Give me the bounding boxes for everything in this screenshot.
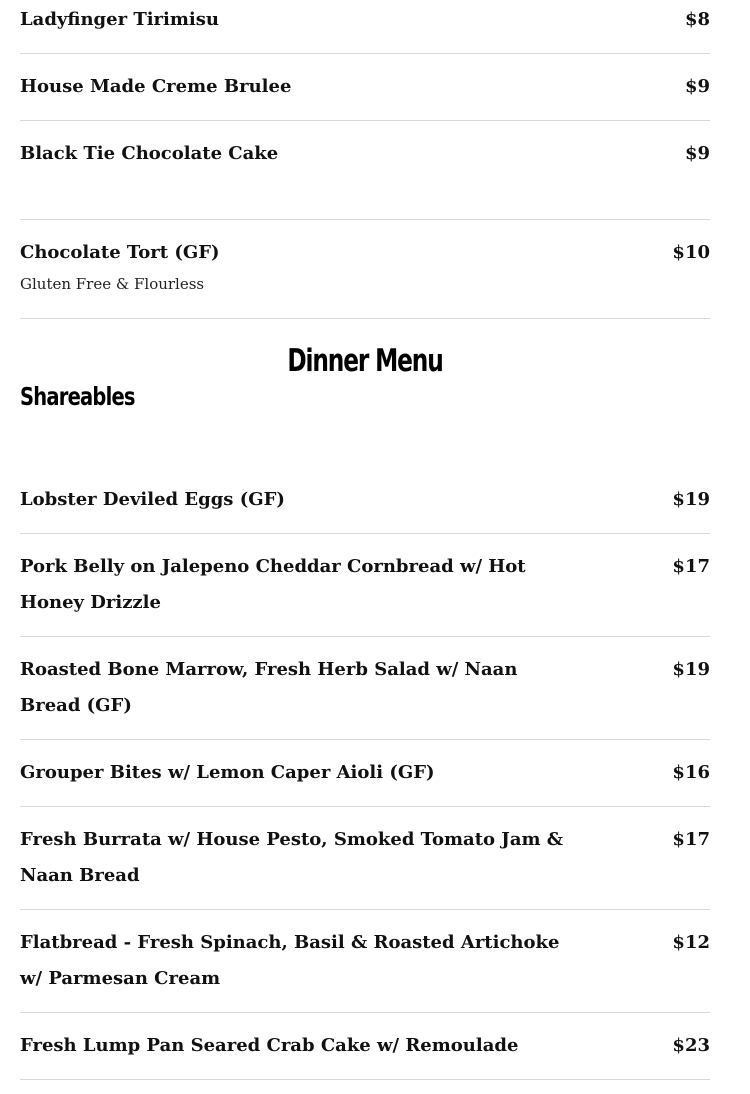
item-name: Flatbread - Fresh Spinach, Basil & Roasted Artichoke w/ Parmesan Cream	[20, 932, 560, 989]
item-price: $19	[672, 489, 710, 510]
section-heading: Shareables	[20, 382, 135, 411]
item-name: Grouper Bites w/ Lemon Caper Aioli (GF)	[20, 762, 435, 783]
item-price: $9	[684, 143, 710, 164]
item-price: $9	[684, 76, 710, 97]
menu-item	[20, 652, 710, 740]
item-name: Lobster Deviled Eggs (GF)	[20, 489, 285, 510]
item-price: $17	[672, 556, 710, 577]
menu-item	[20, 235, 710, 319]
item-price: $17	[672, 829, 710, 850]
item-price: $12	[672, 932, 710, 953]
menu-item	[20, 925, 710, 1013]
item-name: House Made Creme Brulee	[20, 76, 292, 97]
item-price: $23	[672, 1035, 710, 1056]
menu-item	[20, 549, 710, 637]
item-price: $10	[672, 242, 710, 263]
menu-item	[20, 69, 710, 121]
item-name: Fresh Burrata w/ House Pesto, Smoked Tomato Jam & Naan Bread	[20, 829, 564, 886]
menu-item	[20, 1028, 710, 1080]
item-name: Roasted Bone Marrow, Fresh Herb Salad w/ Naan Bread (GF)	[20, 659, 518, 716]
item-price: $8	[684, 9, 710, 30]
item-name: Pork Belly on Jalepeno Cheddar Cornbread w/ Hot Honey Drizzle	[20, 556, 526, 613]
item-name: Chocolate Tort (GF)	[20, 242, 220, 263]
menu-item	[20, 755, 710, 807]
item-price: $16	[672, 762, 710, 783]
item-name: Ladyfinger Tirimisu	[20, 9, 219, 30]
item-name: Black Tie Chocolate Cake	[20, 143, 279, 164]
item-name: Fresh Lump Pan Seared Crab Cake w/ Remoulade	[20, 1035, 519, 1056]
menu-item	[20, 482, 710, 534]
menu-item	[20, 822, 710, 910]
item-price: $19	[672, 659, 710, 680]
menu-item	[20, 136, 710, 220]
item-description: Gluten Free & Flourless	[20, 275, 205, 293]
menu-item	[20, 2, 710, 54]
page-title: Dinner Menu	[287, 343, 443, 379]
